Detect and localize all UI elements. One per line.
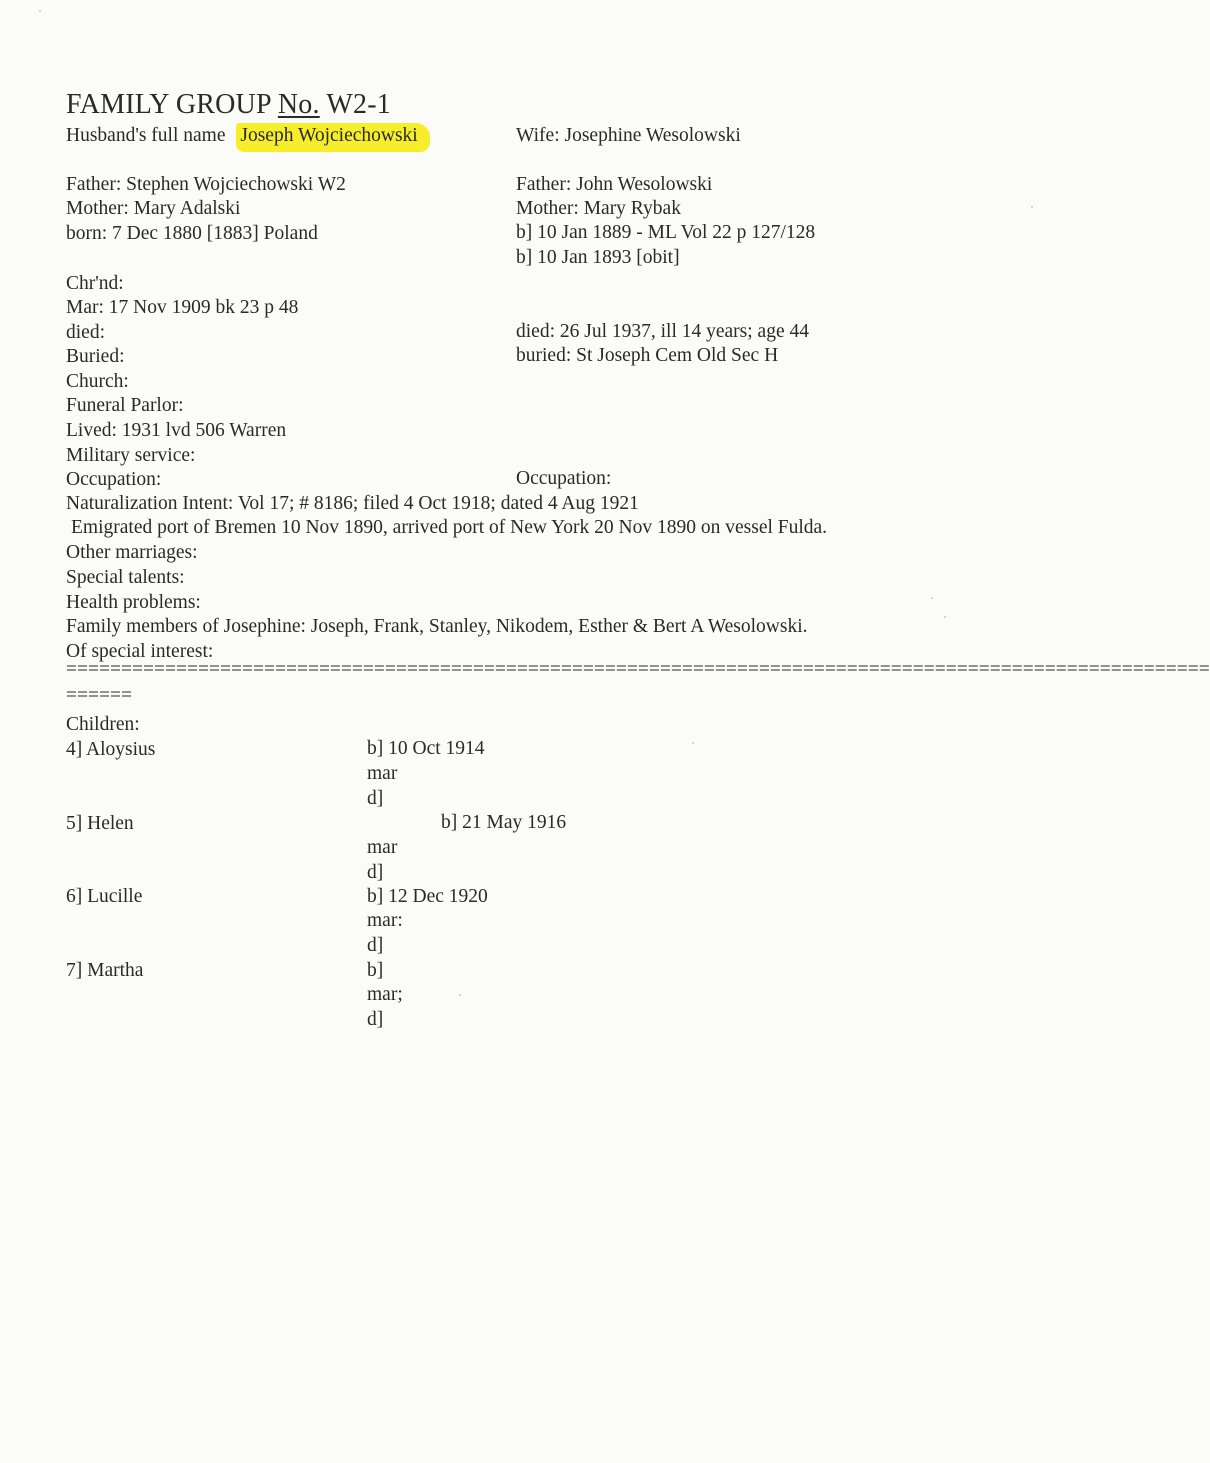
husband-father: Father: Stephen Wojciechowski W2 xyxy=(66,174,346,195)
child-name: 5] Helen xyxy=(66,813,134,834)
title-number-label: No. xyxy=(277,89,320,120)
child-born: b] 10 Oct 1914 xyxy=(367,738,485,759)
separator-rule: ======================================================================================================== xyxy=(66,659,1210,680)
scan-speck xyxy=(1031,206,1033,208)
child-married: mar; xyxy=(367,984,403,1005)
husband-funeral-parlor: Funeral Parlor: xyxy=(66,395,184,416)
husband-church: Church: xyxy=(66,371,129,392)
child-born: b] 12 Dec 1920 xyxy=(367,886,488,907)
child-born: b] xyxy=(367,960,384,981)
child-died: d] xyxy=(367,788,384,809)
wife-occupation: Occupation: xyxy=(516,468,612,489)
page-title xyxy=(66,88,391,122)
wife-born-obit: b] 10 Jan 1893 [obit] xyxy=(516,247,680,268)
wife-name: Wife: Josephine Wesolowski xyxy=(516,125,741,146)
children-label: Children: xyxy=(66,714,140,735)
wife-buried: buried: St Joseph Cem Old Sec H xyxy=(516,345,779,366)
scan-speck xyxy=(459,994,461,996)
child-married: mar xyxy=(367,763,398,784)
scan-speck xyxy=(39,10,41,12)
husband-name-label: Husband's full name xyxy=(66,125,226,146)
wife-mother: Mother: Mary Rybak xyxy=(516,198,681,219)
child-born: b] 21 May 1916 xyxy=(441,812,567,833)
naturalization-intent: Naturalization Intent: Vol 17; # 8186; filed 4 Oct 1918; dated 4 Aug 1921 xyxy=(66,493,639,514)
child-married: mar: xyxy=(367,910,403,931)
child-name: 7] Martha xyxy=(66,960,144,981)
husband-lived: Lived: 1931 lvd 506 Warren xyxy=(66,420,287,441)
separator-rule-continuation: ====== xyxy=(66,685,132,706)
child-died: d] xyxy=(367,935,384,956)
child-name: 6] Lucille xyxy=(66,886,143,907)
wife-born-marriage-license: b] 10 Jan 1889 - ML Vol 22 p 127/128 xyxy=(516,222,816,243)
wife-died: died: 26 Jul 1937, ill 14 years; age 44 xyxy=(516,321,809,342)
husband-occupation: Occupation: xyxy=(66,469,162,490)
husband-married: Mar: 17 Nov 1909 bk 23 p 48 xyxy=(66,297,299,318)
husband-military-service: Military service: xyxy=(66,445,196,466)
child-died: d] xyxy=(367,862,384,883)
title-suffix: W2-1 xyxy=(319,89,391,120)
husband-name-highlighted: Joseph Wojciechowski xyxy=(236,123,429,152)
husband-full-name-row xyxy=(66,124,430,148)
child-died: d] xyxy=(367,1009,384,1030)
husband-buried: Buried: xyxy=(66,346,125,367)
scan-speck xyxy=(931,597,933,599)
health-problems: Health problems: xyxy=(66,592,201,613)
scan-speck xyxy=(944,616,946,618)
special-talents: Special talents: xyxy=(66,567,185,588)
scan-speck xyxy=(692,742,694,744)
husband-mother: Mother: Mary Adalski xyxy=(66,198,241,219)
child-married: mar xyxy=(367,837,398,858)
wife-father: Father: John Wesolowski xyxy=(516,174,713,195)
child-name: 4] Aloysius xyxy=(66,739,156,760)
special-interest: Of special interest: xyxy=(66,641,214,662)
other-marriages: Other marriages: xyxy=(66,542,198,563)
emigration-details: Emigrated port of Bremen 10 Nov 1890, arrived port of New York 20 Nov 1890 on vessel Fulda. xyxy=(71,517,828,538)
husband-died: died: xyxy=(66,322,105,343)
husband-born: born: 7 Dec 1880 [1883] Poland xyxy=(66,223,318,244)
title-prefix: FAMILY GROUP xyxy=(66,89,278,120)
family-members-of-josephine: Family members of Josephine: Joseph, Frank, Stanley, Nikodem, Esther & Bert A Wesolowski. xyxy=(66,616,808,637)
husband-christened: Chr'nd: xyxy=(66,273,124,294)
